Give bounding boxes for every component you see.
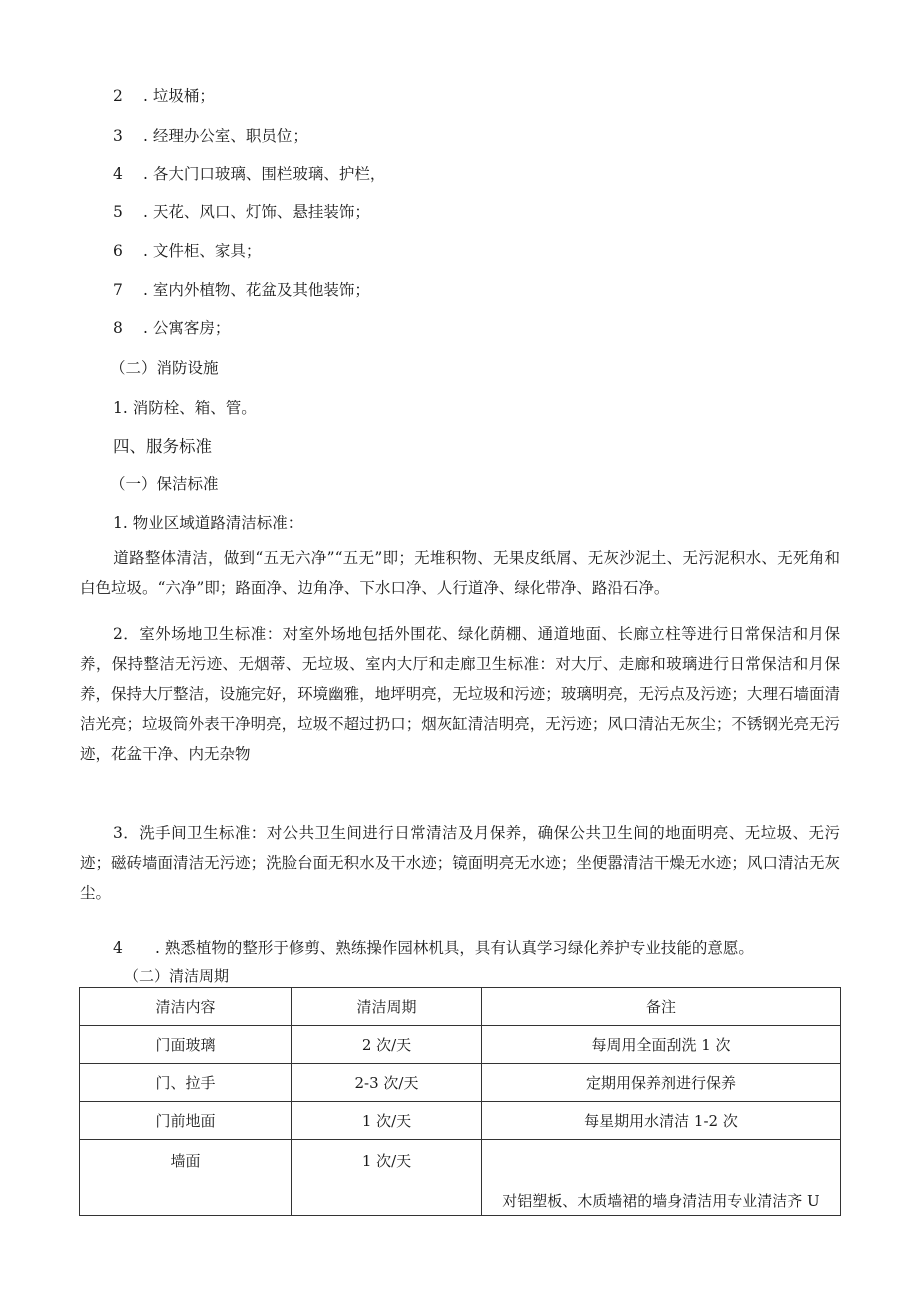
list-item: 7 . 室内外植物、花盆及其他装饰； <box>113 281 370 299</box>
section-heading-clean-standard: （一）保洁标准 <box>110 475 219 493</box>
table-header-cell: 备注 <box>482 988 841 1026</box>
table-cell: 门前地面 <box>80 1102 292 1140</box>
list-item: 3 . 经理办公室、职员位； <box>113 127 308 145</box>
table-cell: 每星期用水清洁 1-2 次 <box>482 1102 841 1140</box>
table-row <box>80 1064 841 1102</box>
list-item: 6 . 文件柜、家具； <box>113 242 262 260</box>
table-cell: 2 次/天 <box>292 1026 482 1064</box>
table-cell: 2-3 次/天 <box>292 1064 482 1102</box>
table-cell: 1 次/天 <box>292 1140 482 1216</box>
section-heading-cycle: （二）清洁周期 <box>124 967 230 985</box>
fire-item: 1. 消防栓、箱、管。 <box>113 399 257 417</box>
list-item: 5 . 天花、风口、灯饰、悬挂装饰； <box>113 203 370 221</box>
list-item: 4 . 各大门口玻璃、围栏玻璃、护栏， <box>113 165 386 183</box>
paragraph-road: 道路整体清洁，做到“五无六净”“五无”即；无堆积物、无果皮纸屑、无灰沙泥土、无污泥积水、无死角和白色垃圾。“六净”即；路面净、边角净、下水口净、人行道净、绿化带净、路沿石净。 <box>80 549 840 597</box>
table-row <box>80 1140 841 1216</box>
section-heading-fire: （二）消防设施 <box>110 359 219 377</box>
section-heading-four: 四、服务标准 <box>113 437 212 456</box>
table-cell: 定期用保养剂进行保养 <box>482 1064 841 1102</box>
table-cell: 1 次/天 <box>292 1102 482 1140</box>
list-item: 8 . 公寓客房； <box>113 319 231 337</box>
table-cell: 对铝塑板、木质墙裙的墙身清洁用专业清洁齐 U <box>482 1140 841 1216</box>
item-road-standard: 1. 物业区域道路清洁标准： <box>113 514 304 532</box>
paragraph-outdoor: 2．室外场地卫生标准：对室外场地包括外围花、绿化荫棚、通道地面、长廊立柱等进行日常保洁和月保养，保持整洁无污迹、无烟蒂、无垃圾、室内大厅和走廊卫生标准：对大厅、走廊和玻璃进行日常保洁和月保养，保持大厅整洁，设施完好，环境幽雅，地坪明亮，无垃圾和污迹；玻璃明亮，无污点及污迹；大理石墙面清洁光亮；垃圾筒外表干净明亮，垃圾不超过扔口；烟灰缸清洁明亮，无污迹；风口清沾无灰尘；不锈钢光亮无污迹，花盆干净、内无杂物 <box>80 625 840 763</box>
cleaning-cycle-table <box>79 987 841 1216</box>
table-header-row <box>80 988 841 1026</box>
table-cell: 墙面 <box>80 1140 292 1216</box>
table-cell: 门面玻璃 <box>80 1026 292 1064</box>
paragraph-washroom: 3．洗手间卫生标准：对公共卫生间进行日常清洁及月保养，确保公共卫生间的地面明亮、无垃圾、无污迹；磁砖墙面清洁无污迹；洗脸台面无积水及干水迹；镜面明亮无水迹；坐便嚣清洁干燥无水迹；风口清沽无灰尘。 <box>80 824 840 902</box>
item-plants: 4 . 熟悉植物的整形于修剪、熟练操作园林机具，具有认真学习绿化养护专业技能的意愿。 <box>113 939 754 957</box>
table-row <box>80 1102 841 1140</box>
table-cell: 门、拉手 <box>80 1064 292 1102</box>
table-header-cell: 清洁周期 <box>292 988 482 1026</box>
table-cell: 每周用全面刮洗 1 次 <box>482 1026 841 1064</box>
list-item: 2 . 垃圾桶； <box>113 87 215 105</box>
table-row <box>80 1026 841 1064</box>
table-header-cell: 清洁内容 <box>80 988 292 1026</box>
